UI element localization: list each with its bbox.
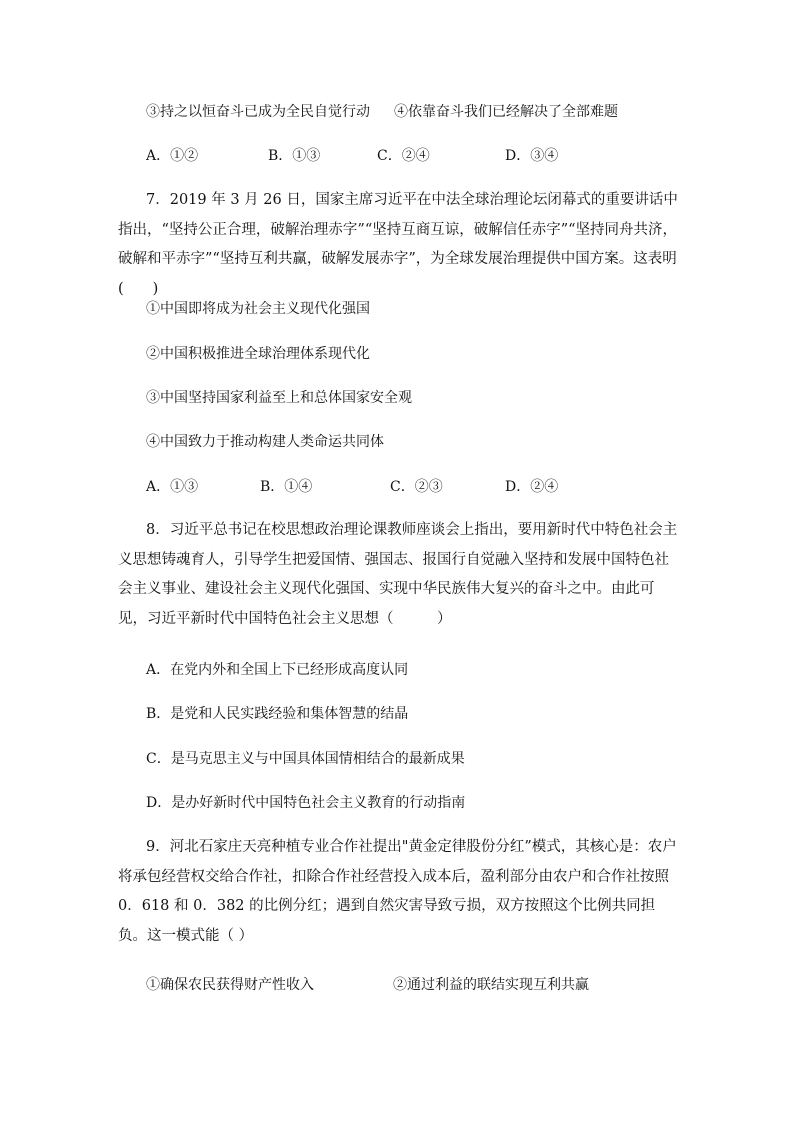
q8-stem-text: 8．习近平总书记在校思想政治理论课教师座谈会上指出，要用新时代中特色社会主义思想铸魂育人，引导学生把爱国情、强国志、报国行自觉融入坚持和发展中国特色社会主义事业、建设社会主义现代化强国、实现中华民族伟大复兴的奋斗之中。由此可见，习近平新时代中国特色社会主义思想（ ） (118, 522, 678, 627)
q7-stem (118, 186, 678, 304)
q7-option-d: D．②④ (505, 479, 559, 495)
q9-stem-text: 9．河北石家庄天亮种植专业合作社提出"黄金定律股份分红”模式，其核心是：农户将承包经营权交给合作社，扣除合作社经营投入成本后，盈利部分由农户和合作社按照 0．618 和 0．382 的比例分红；遇到自然灾害导致亏损，双方按照这个比例共同担负。这一模式能（ ） (118, 839, 677, 944)
q9-statement-2: ②通过利益的联结实现互利共赢 (393, 977, 589, 993)
q9-stem (118, 833, 678, 951)
q6-option-c: C．②④ (377, 148, 430, 164)
q7-statement-1: ①中国即将成为社会主义现代化强国 (146, 301, 370, 317)
q7-statement-4: ④中国致力于推动构建人类命运共同体 (146, 434, 384, 450)
q6-statement-4: ④依靠奋斗我们已经解决了全部难题 (394, 104, 618, 120)
q6-option-a: A．①② (146, 148, 199, 164)
q7-statement-2: ②中国积极推进全球治理体系现代化 (146, 346, 370, 362)
q7-option-c: C．②③ (390, 479, 443, 495)
q7-stem-text: 7．2019 年 3 月 26 日，国家主席习近平在中法全球治理论坛闭幕式的重要讲话中指出，“坚持公正合理，破解治理赤字”“坚持互商互谅，破解信任赤字”“坚持同舟共济，破解和平赤字”“坚持互利共赢，破解发展赤字”，为全球发展治理提供中国方案。这表明( ) (118, 192, 678, 297)
q6-option-b: B．①③ (268, 148, 321, 164)
q7-option-b: B．①④ (260, 479, 313, 495)
q8-option-a: A．在党内外和全国上下已经形成高度认同 (146, 662, 409, 678)
q9-statement-1: ①确保农民获得财产性收入 (146, 977, 314, 993)
q6-option-d: D．③④ (505, 148, 559, 164)
q7-option-a: A．①③ (146, 479, 199, 495)
q6-statement-3: ③持之以恒奋斗已成为全民自觉行动 (146, 104, 370, 120)
q8-option-b: B．是党和人民实践经验和集体智慧的结晶 (146, 706, 409, 722)
q8-stem (118, 516, 678, 634)
q8-option-c: C．是马克思主义与中国具体国情相结合的最新成果 (146, 751, 465, 767)
q7-statement-3: ③中国坚持国家利益至上和总体国家安全观 (146, 390, 412, 406)
q8-option-d: D．是办好新时代中国特色社会主义教育的行动指南 (146, 795, 466, 811)
